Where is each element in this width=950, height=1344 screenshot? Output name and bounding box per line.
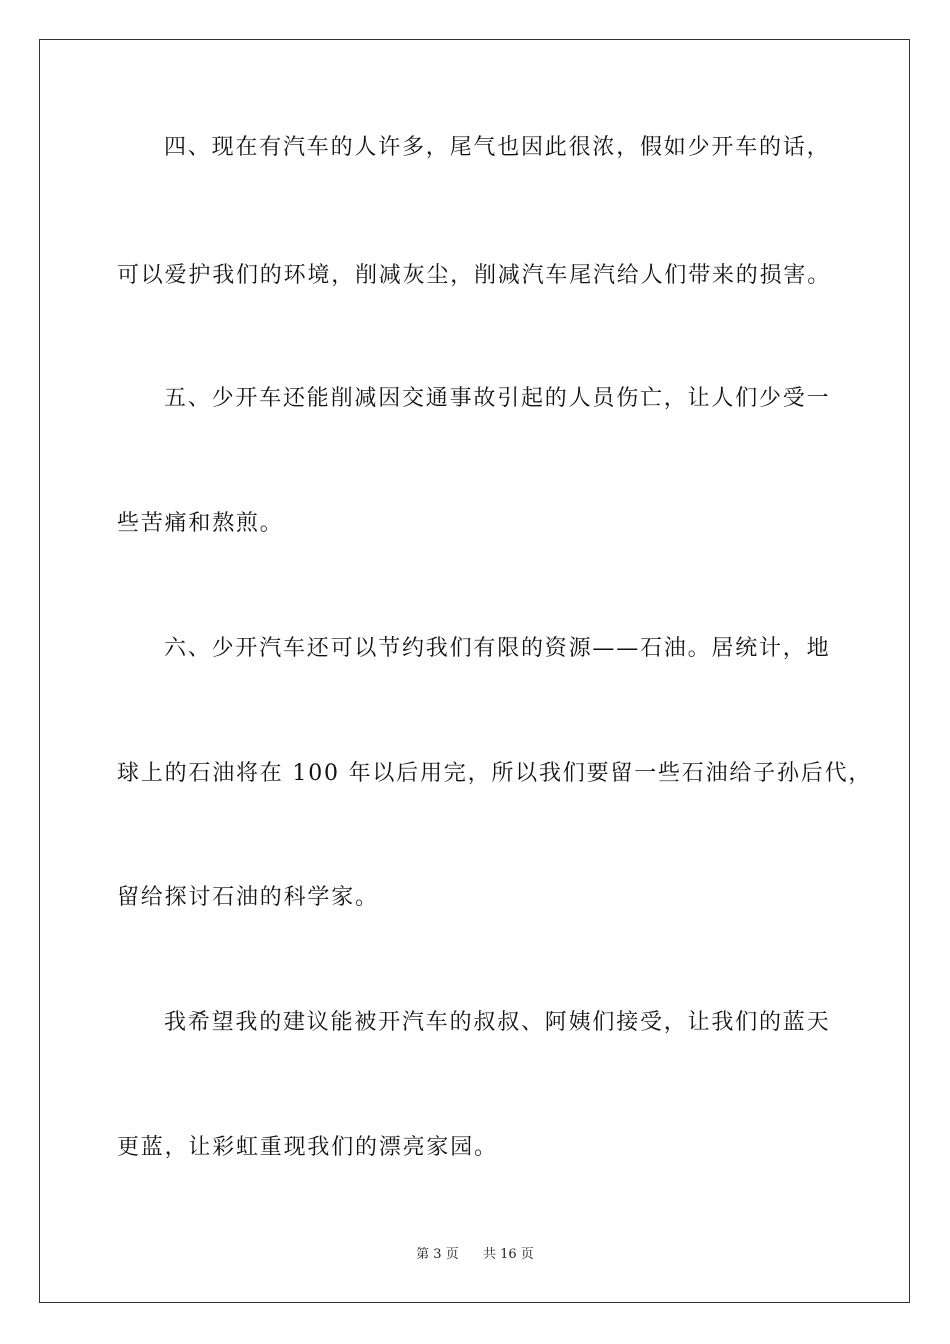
paragraph-6-line-3: 留给探讨石油的科学家。 — [117, 885, 379, 910]
page-border — [39, 39, 910, 1303]
paragraph-5-line-1: 五、少开车还能削减因交通事故引起的人员伤亡，让人们少受一 — [164, 386, 831, 411]
page-footer — [0, 1246, 950, 1264]
page-total: 共 16 页 — [483, 1247, 534, 1262]
paragraph-closing-line-2: 更蓝，让彩虹重现我们的漂亮家园。 — [117, 1135, 498, 1160]
paragraph-5-line-2: 些苦痛和熬煎。 — [117, 511, 284, 536]
paragraph-4-line-1: 四、现在有汽车的人许多，尾气也因此很浓，假如少开车的话， — [164, 135, 831, 160]
paragraph-6-line-1: 六、少开汽车还可以节约我们有限的资源——石油。居统计，地 — [164, 636, 831, 661]
paragraph-closing-line-1: 我希望我的建议能被开汽车的叔叔、阿姨们接受，让我们的蓝天 — [164, 1010, 831, 1035]
page-number: 第 3 页 — [416, 1247, 459, 1262]
paragraph-4-line-2: 可以爱护我们的环境，削减灰尘，削减汽车尾汽给人们带来的损害。 — [117, 263, 832, 288]
paragraph-6-line-2: 球上的石油将在 100 年以后用完，所以我们要留一些石油给子孙后代， — [117, 761, 873, 786]
